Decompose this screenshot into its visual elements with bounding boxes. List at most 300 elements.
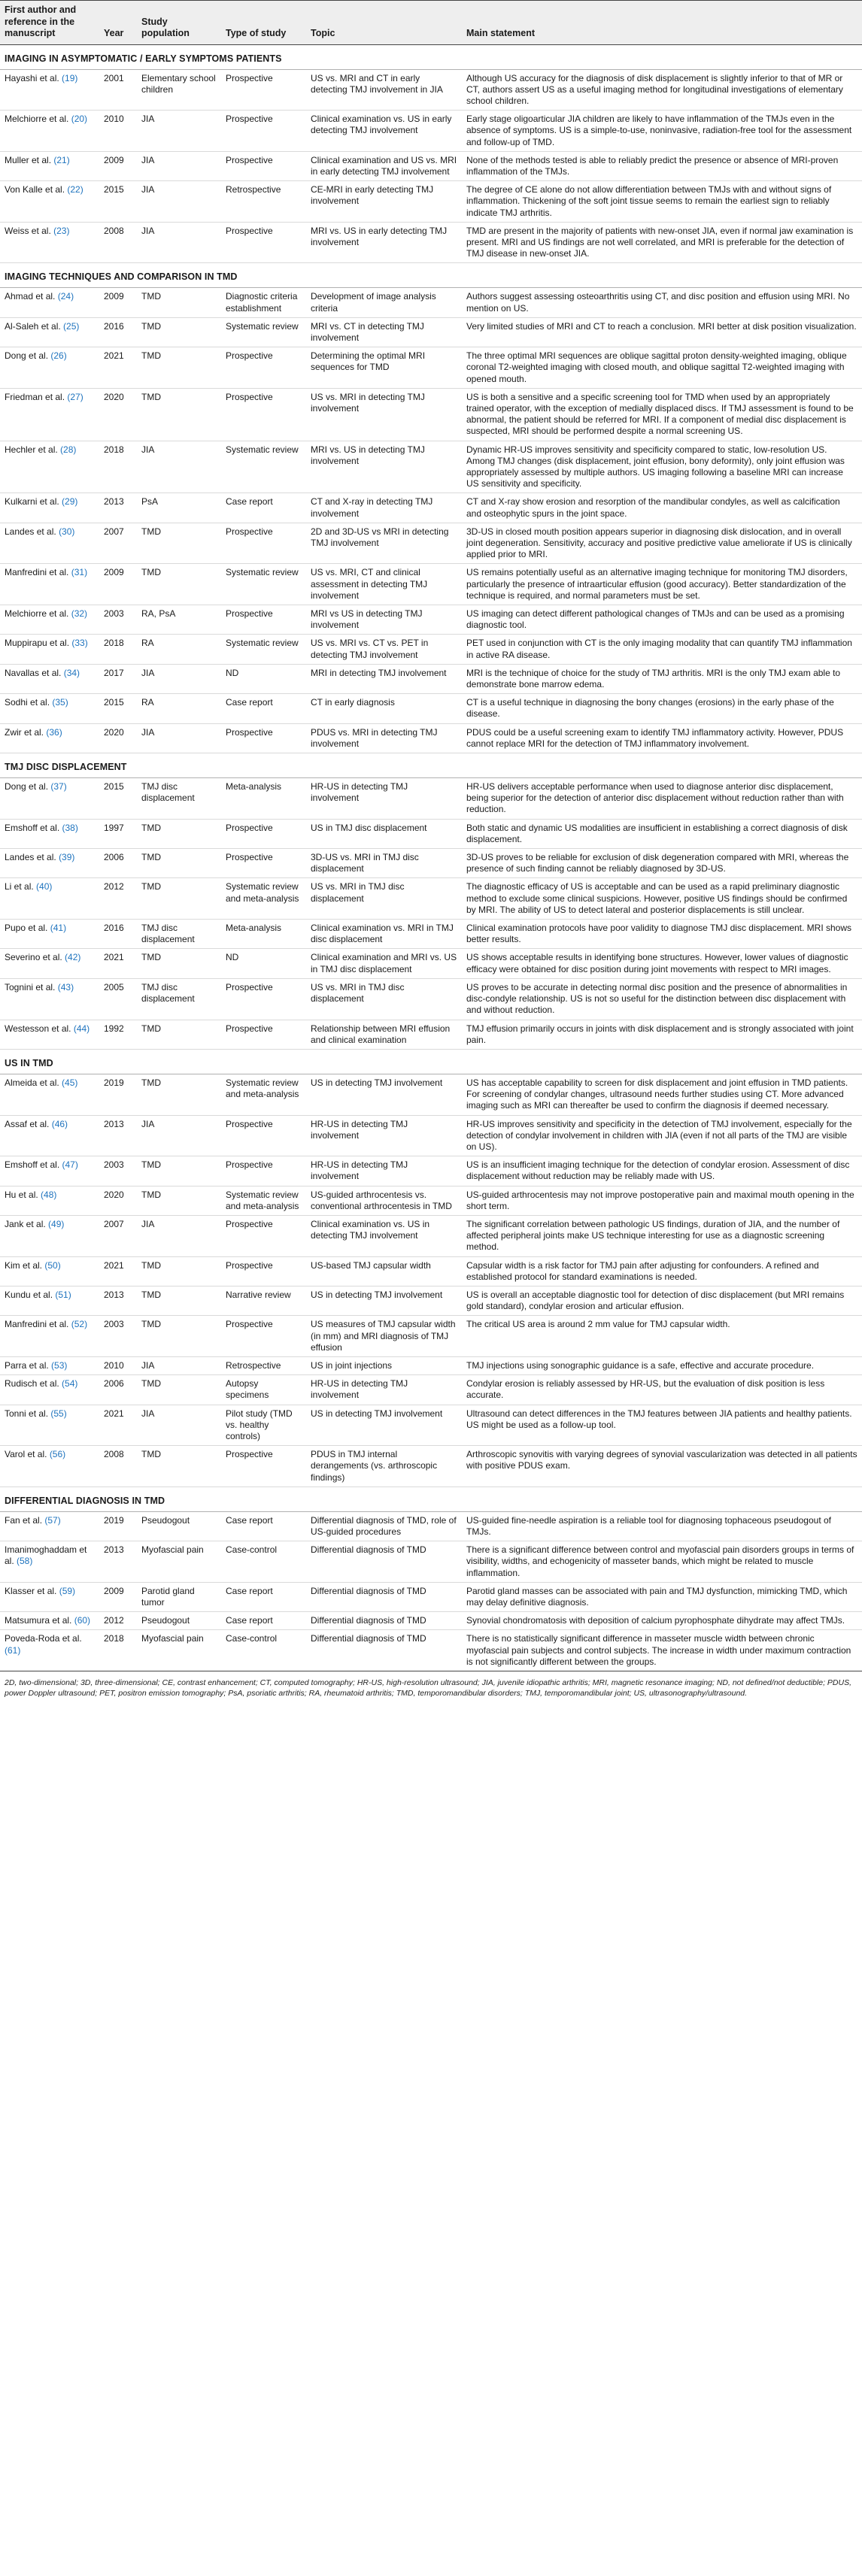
section-header-row bbox=[0, 44, 862, 69]
topic-cell: US in detecting TMJ involvement bbox=[306, 1405, 462, 1446]
type-cell: Prospective bbox=[221, 523, 306, 564]
reference-link[interactable]: (57) bbox=[44, 1514, 61, 1526]
statement-cell: Synovial chondromatosis with deposition of calcium pyrophosphate dihydrate may affect TMJs. bbox=[462, 1612, 862, 1630]
year-cell: 2010 bbox=[99, 111, 137, 152]
year-cell: 2008 bbox=[99, 222, 137, 263]
statement-cell: There is no statistically significant difference in masseter muscle width between chronic myofascial pain subjects and control subjects. The increase in width under maximum contraction is not significantly different between the groups. bbox=[462, 1630, 862, 1671]
statement-cell: HR-US improves sensitivity and specificity in the detection of TMJ involvement, especially for the detection of condylar involvement in children with JIA (even if not all parts of the TMJ are visible on US). bbox=[462, 1115, 862, 1156]
table-body bbox=[0, 44, 862, 1671]
table-row bbox=[0, 1074, 862, 1115]
statement-cell: Condylar erosion is reliably assessed by HR-US, but the evaluation of disk position is less accurate. bbox=[462, 1375, 862, 1405]
reference-link[interactable]: (52) bbox=[71, 1319, 88, 1330]
year-cell: 2003 bbox=[99, 605, 137, 635]
year-cell: 2003 bbox=[99, 1156, 137, 1186]
type-cell: Meta-analysis bbox=[221, 920, 306, 949]
author-cell bbox=[0, 1541, 99, 1583]
table-row bbox=[0, 1020, 862, 1049]
table-row bbox=[0, 664, 862, 693]
type-cell: Prospective bbox=[221, 1115, 306, 1156]
type-cell: Case report bbox=[221, 1612, 306, 1630]
statement-cell: US-guided fine-needle aspiration is a reliable tool for diagnosing tophaceous pseudogout of TMJs. bbox=[462, 1511, 862, 1541]
population-cell: TMD bbox=[137, 523, 221, 564]
author-cell bbox=[0, 978, 99, 1020]
author-name: Fan et al. bbox=[5, 1514, 45, 1526]
year-cell: 2016 bbox=[99, 317, 137, 347]
author-name: Matsumura et al. bbox=[5, 1615, 74, 1626]
topic-cell: US in TMJ disc displacement bbox=[306, 819, 462, 848]
population-cell: JIA bbox=[137, 111, 221, 152]
table-row bbox=[0, 151, 862, 180]
population-cell: JIA bbox=[137, 1356, 221, 1374]
author-cell bbox=[0, 635, 99, 664]
reference-link[interactable]: (50) bbox=[44, 1259, 61, 1271]
topic-cell: CE-MRI in early detecting TMJ involvement bbox=[306, 181, 462, 223]
table-row bbox=[0, 388, 862, 441]
author-cell bbox=[0, 605, 99, 635]
statement-cell: US-guided arthrocentesis may not improve postoperative pain and maximal mouth opening in the short term. bbox=[462, 1186, 862, 1215]
table-row bbox=[0, 111, 862, 152]
author-name: Kulkarni et al. bbox=[5, 496, 62, 508]
topic-cell: US-based TMJ capsular width bbox=[306, 1256, 462, 1286]
statement-cell: US has acceptable capability to screen for disk displacement and joint effusion in TMD patients. For screening of condylar changes, ultrasound needs further studies using CT. More advanced imaging such as MRI can thereafter be used to confirm the diagnosis if deemed necessary. bbox=[462, 1074, 862, 1115]
type-cell: Prospective bbox=[221, 347, 306, 389]
statement-cell: The diagnostic efficacy of US is acceptable and can be used as a rapid preliminary diagnostic method to exclude some clinical suspicions. However, positive US findings should be confirmed by MRI. The ability of US to detect lateral and posterior displacements is still unclear. bbox=[462, 878, 862, 920]
statement-cell: Parotid gland masses can be associated with pain and TMJ dysfunction, mimicking TMD, which may delay definitive diagnosis. bbox=[462, 1582, 862, 1611]
year-cell: 2021 bbox=[99, 347, 137, 389]
author-name: Rudisch et al. bbox=[5, 1378, 62, 1390]
reference-link[interactable]: (21) bbox=[53, 154, 70, 165]
author-name: Zwir et al. bbox=[5, 726, 47, 738]
reference-link[interactable]: (38) bbox=[62, 822, 78, 833]
statement-cell: Arthroscopic synovitis with varying degrees of synovial vascularization was detected in all patients with positive PDUS exam. bbox=[462, 1446, 862, 1487]
statement-cell: PDUS could be a useful screening exam to identify TMJ inflammatory activity. However, PDUS cannot replace MRI for the detection of TMJ inflammatory involvement. bbox=[462, 723, 862, 753]
statement-cell: US is both a sensitive and a specific screening tool for TMD when used by an appropriately trained operator, with the exception of medially displaced discs. If TMJ assessment is found to be abnormal, the patient should be referred for MRI. If a component of medial disc displacement is suspected, MRI should be performed despite a normal screening US. bbox=[462, 388, 862, 441]
reference-link[interactable]: (54) bbox=[62, 1378, 78, 1390]
statement-cell: Very limited studies of MRI and CT to reach a conclusion. MRI better at disk position visualization. bbox=[462, 317, 862, 347]
year-cell: 2012 bbox=[99, 878, 137, 920]
table-row bbox=[0, 222, 862, 263]
table-row bbox=[0, 1286, 862, 1315]
author-cell bbox=[0, 819, 99, 848]
author-cell bbox=[0, 181, 99, 223]
topic-cell: MRI vs. US in detecting TMJ involvement bbox=[306, 441, 462, 493]
reference-link[interactable]: (33) bbox=[71, 638, 88, 649]
population-cell: TMD bbox=[137, 949, 221, 978]
year-cell: 2015 bbox=[99, 778, 137, 820]
author-name: Manfredini et al. bbox=[5, 1319, 71, 1330]
year-cell: 2009 bbox=[99, 151, 137, 180]
author-name: Hechler et al. bbox=[5, 444, 61, 455]
statement-cell: Clinical examination protocols have poor validity to diagnose TMJ disc displacement. MRI shows better results. bbox=[462, 920, 862, 949]
type-cell: Systematic review and meta-analysis bbox=[221, 1186, 306, 1215]
topic-cell: Clinical examination and MRI vs. US in TMJ disc displacement bbox=[306, 949, 462, 978]
statement-cell: US remains potentially useful as an alternative imaging technique for monitoring TMJ disorders, particularly the presence of intraarticular effusion (good accuracy). Better standardization of the technique is required, and normal parameters must be set. bbox=[462, 564, 862, 605]
type-cell: Prospective bbox=[221, 1256, 306, 1286]
statement-cell: Early stage oligoarticular JIA children are likely to have inflammation of the TMJs even in the absence of symptoms. US is a simple-to-use, noninvasive, radiation-free tool for the assessment and follow-up of TMD. bbox=[462, 111, 862, 152]
reference-link[interactable]: (55) bbox=[50, 1408, 67, 1419]
population-cell: Parotid gland tumor bbox=[137, 1582, 221, 1611]
header-author: First author and reference in the manuscript bbox=[0, 1, 99, 45]
population-cell: JIA bbox=[137, 664, 221, 693]
author-cell bbox=[0, 388, 99, 441]
statement-cell: None of the methods tested is able to reliably predict the presence or absence of MRI-proven inflammation of the TMJs. bbox=[462, 151, 862, 180]
statement-cell: Capsular width is a risk factor for TMJ pain after adjusting for confounders. A refined and established protocol for standard examinations is needed. bbox=[462, 1256, 862, 1286]
table-row bbox=[0, 1405, 862, 1446]
statement-cell: Ultrasound can detect differences in the TMJ features between JIA patients and healthy patients. US might be used as a follow-up tool. bbox=[462, 1405, 862, 1446]
population-cell: RA, PsA bbox=[137, 605, 221, 635]
table-row bbox=[0, 288, 862, 317]
type-cell: Prospective bbox=[221, 111, 306, 152]
type-cell: Prospective bbox=[221, 222, 306, 263]
author-name: Tonni et al. bbox=[5, 1408, 51, 1419]
year-cell: 2018 bbox=[99, 635, 137, 664]
year-cell: 2020 bbox=[99, 388, 137, 441]
reference-link[interactable]: (51) bbox=[55, 1289, 71, 1300]
population-cell: Elementary school children bbox=[137, 69, 221, 111]
table-row bbox=[0, 493, 862, 523]
year-cell: 2021 bbox=[99, 949, 137, 978]
type-cell: Retrospective bbox=[221, 181, 306, 223]
author-cell bbox=[0, 778, 99, 820]
reference-link[interactable]: (61) bbox=[5, 1644, 21, 1656]
author-name: Severino et al. bbox=[5, 952, 65, 963]
section-title: IMAGING IN ASYMPTOMATIC / EARLY SYMPTOMS PATIENTS bbox=[0, 44, 862, 69]
topic-cell: MRI vs US in detecting TMJ involvement bbox=[306, 605, 462, 635]
author-name: Klasser et al. bbox=[5, 1585, 59, 1596]
topic-cell: HR-US in detecting TMJ involvement bbox=[306, 1115, 462, 1156]
type-cell: Autopsy specimens bbox=[221, 1375, 306, 1405]
population-cell: TMD bbox=[137, 878, 221, 920]
table-row bbox=[0, 1446, 862, 1487]
author-name: Tognini et al. bbox=[5, 981, 58, 993]
author-cell bbox=[0, 920, 99, 949]
table-row bbox=[0, 1115, 862, 1156]
statement-cell: US is an insufficient imaging technique for the detection of condylar erosion. Assessment of disc displacement without reduction may be reliably made with US. bbox=[462, 1156, 862, 1186]
reference-link[interactable]: (45) bbox=[62, 1077, 78, 1088]
table-row bbox=[0, 778, 862, 820]
type-cell: Systematic review bbox=[221, 441, 306, 493]
year-cell: 2019 bbox=[99, 1074, 137, 1115]
table-row bbox=[0, 978, 862, 1020]
topic-cell: Clinical examination vs. US in early detecting TMJ involvement bbox=[306, 111, 462, 152]
table-row bbox=[0, 819, 862, 848]
topic-cell: HR-US in detecting TMJ involvement bbox=[306, 1156, 462, 1186]
type-cell: Case report bbox=[221, 1511, 306, 1541]
author-cell bbox=[0, 564, 99, 605]
year-cell: 2020 bbox=[99, 1186, 137, 1215]
population-cell: Myofascial pain bbox=[137, 1630, 221, 1671]
table-row bbox=[0, 1316, 862, 1357]
header-population: Study population bbox=[137, 1, 221, 45]
type-cell: Case-control bbox=[221, 1630, 306, 1671]
author-cell bbox=[0, 1446, 99, 1487]
statement-cell: 3D-US in closed mouth position appears superior in diagnosing disk dislocation, and in overall joint degeneration. Sensitivity, accuracy and positive predictive value ameliorate if US is clinically applied prior to MRI. bbox=[462, 523, 862, 564]
reference-link[interactable]: (31) bbox=[71, 567, 88, 578]
year-cell: 2006 bbox=[99, 1375, 137, 1405]
type-cell: Prospective bbox=[221, 1215, 306, 1256]
author-cell bbox=[0, 664, 99, 693]
author-name: Sodhi et al. bbox=[5, 697, 53, 708]
section-header-row bbox=[0, 1049, 862, 1074]
author-cell bbox=[0, 1115, 99, 1156]
table-row bbox=[0, 635, 862, 664]
reference-link[interactable]: (48) bbox=[41, 1189, 57, 1200]
author-name: Friedman et al. bbox=[5, 391, 68, 402]
year-cell: 2007 bbox=[99, 1215, 137, 1256]
type-cell: Prospective bbox=[221, 1020, 306, 1049]
table-row bbox=[0, 1215, 862, 1256]
author-cell bbox=[0, 347, 99, 389]
year-cell: 2009 bbox=[99, 1582, 137, 1611]
reference-link[interactable]: (37) bbox=[50, 781, 67, 792]
author-name: Melchiorre et al. bbox=[5, 608, 71, 620]
reference-link[interactable]: (23) bbox=[53, 225, 70, 236]
reference-link[interactable]: (60) bbox=[74, 1615, 91, 1626]
author-cell bbox=[0, 878, 99, 920]
reference-link[interactable]: (35) bbox=[52, 697, 68, 708]
author-name: Manfredini et al. bbox=[5, 567, 71, 578]
statement-cell: TMJ injections using sonographic guidance is a safe, effective and accurate procedure. bbox=[462, 1356, 862, 1374]
year-cell: 2010 bbox=[99, 1356, 137, 1374]
reference-link[interactable]: (58) bbox=[17, 1556, 33, 1567]
topic-cell: 3D-US vs. MRI in TMJ disc displacement bbox=[306, 849, 462, 878]
author-cell bbox=[0, 849, 99, 878]
population-cell: Pseudogout bbox=[137, 1612, 221, 1630]
author-cell bbox=[0, 151, 99, 180]
author-cell bbox=[0, 1156, 99, 1186]
table-row bbox=[0, 723, 862, 753]
table-row bbox=[0, 1541, 862, 1583]
table-row bbox=[0, 694, 862, 723]
topic-cell: 2D and 3D-US vs MRI in detecting TMJ involvement bbox=[306, 523, 462, 564]
reference-link[interactable]: (24) bbox=[57, 291, 74, 302]
population-cell: JIA bbox=[137, 1215, 221, 1256]
population-cell: RA bbox=[137, 694, 221, 723]
table-row bbox=[0, 564, 862, 605]
topic-cell: US vs. MRI and CT in early detecting TMJ involvement in JIA bbox=[306, 69, 462, 111]
section-title: DIFFERENTIAL DIAGNOSIS IN TMD bbox=[0, 1487, 862, 1511]
reference-link[interactable]: (41) bbox=[50, 923, 67, 934]
statement-cell: Authors suggest assessing osteoarthritis using CT, and disc position and effusion using MRI. No mention on US. bbox=[462, 288, 862, 317]
author-name: Al-Saleh et al. bbox=[5, 320, 64, 332]
reference-link[interactable]: (46) bbox=[51, 1118, 68, 1129]
section-title: TMJ DISC DISPLACEMENT bbox=[0, 753, 862, 778]
statement-cell: CT and X-ray show erosion and resorption of the mandibular condyles, as well as calcification and osteophytic spurs in the joint space. bbox=[462, 493, 862, 523]
reference-link[interactable]: (26) bbox=[50, 350, 67, 362]
author-name: Ahmad et al. bbox=[5, 291, 58, 302]
table-row bbox=[0, 1375, 862, 1405]
topic-cell: US vs. MRI in TMJ disc displacement bbox=[306, 978, 462, 1020]
population-cell: PsA bbox=[137, 493, 221, 523]
author-name: Melchiorre et al. bbox=[5, 114, 71, 125]
statement-cell: HR-US delivers acceptable performance when used to diagnose anterior disc displacement, being superior for the detection of anterior disc displacement without reduction rather than with reduction. bbox=[462, 778, 862, 820]
reference-link[interactable]: (29) bbox=[62, 496, 78, 508]
statement-cell: Both static and dynamic US modalities are insufficient in establishing a correct diagnosis of disk displacement. bbox=[462, 819, 862, 848]
type-cell: Retrospective bbox=[221, 1356, 306, 1374]
table-row bbox=[0, 1582, 862, 1611]
type-cell: ND bbox=[221, 949, 306, 978]
type-cell: Pilot study (TMD vs. healthy controls) bbox=[221, 1405, 306, 1446]
year-cell: 2003 bbox=[99, 1316, 137, 1357]
year-cell: 2001 bbox=[99, 69, 137, 111]
population-cell: TMD bbox=[137, 1156, 221, 1186]
statement-cell: US imaging can detect different pathological changes of TMJs and can be used as a promising diagnostic tool. bbox=[462, 605, 862, 635]
author-name: Varol et al. bbox=[5, 1449, 50, 1460]
table-row bbox=[0, 69, 862, 111]
year-cell: 2020 bbox=[99, 723, 137, 753]
reference-link[interactable]: (53) bbox=[51, 1359, 68, 1371]
author-name: Westesson et al. bbox=[5, 1023, 74, 1034]
topic-cell: Differential diagnosis of TMD bbox=[306, 1612, 462, 1630]
year-cell: 2012 bbox=[99, 1612, 137, 1630]
statement-cell: There is a significant difference between control and myofascial pain disorders groups in terms of visibility, widths, and echogenicity of masseter bands, which might be related to muscle inflammation. bbox=[462, 1541, 862, 1583]
author-name: Navallas et al. bbox=[5, 667, 64, 678]
reference-link[interactable]: (49) bbox=[48, 1218, 65, 1229]
topic-cell: Clinical examination vs. US in detecting TMJ involvement bbox=[306, 1215, 462, 1256]
year-cell: 2013 bbox=[99, 1286, 137, 1315]
author-cell bbox=[0, 1215, 99, 1256]
population-cell: TMJ disc displacement bbox=[137, 778, 221, 820]
reference-link[interactable]: (59) bbox=[59, 1585, 76, 1596]
author-name: Poveda-Roda et al. bbox=[5, 1633, 82, 1644]
reference-link[interactable]: (34) bbox=[63, 667, 80, 678]
reference-link[interactable]: (39) bbox=[59, 852, 75, 863]
population-cell: JIA bbox=[137, 151, 221, 180]
type-cell: Systematic review and meta-analysis bbox=[221, 1074, 306, 1115]
topic-cell: CT and X-ray in detecting TMJ involvement bbox=[306, 493, 462, 523]
reference-link[interactable]: (43) bbox=[57, 981, 74, 993]
type-cell: Prospective bbox=[221, 151, 306, 180]
table-row bbox=[0, 849, 862, 878]
year-cell: 2015 bbox=[99, 694, 137, 723]
type-cell: Prospective bbox=[221, 388, 306, 441]
table-row bbox=[0, 1511, 862, 1541]
table-row bbox=[0, 441, 862, 493]
table-row bbox=[0, 1186, 862, 1215]
author-cell bbox=[0, 493, 99, 523]
header-type: Type of study bbox=[221, 1, 306, 45]
reference-link[interactable]: (47) bbox=[62, 1159, 78, 1171]
statement-cell: Although US accuracy for the diagnosis of disk displacement is slightly inferior to that of MR or CT, authors assert US as a useful imaging method for longitudinal investigations of elementary school children. bbox=[462, 69, 862, 111]
type-cell: Systematic review bbox=[221, 564, 306, 605]
table-row bbox=[0, 347, 862, 389]
population-cell: TMJ disc displacement bbox=[137, 920, 221, 949]
population-cell: JIA bbox=[137, 723, 221, 753]
reference-link[interactable]: (36) bbox=[46, 726, 62, 738]
type-cell: Case-control bbox=[221, 1541, 306, 1583]
author-cell bbox=[0, 1186, 99, 1215]
topic-cell: MRI in detecting TMJ involvement bbox=[306, 664, 462, 693]
year-cell: 2013 bbox=[99, 1541, 137, 1583]
population-cell: Pseudogout bbox=[137, 1511, 221, 1541]
author-cell bbox=[0, 1612, 99, 1630]
year-cell: 2007 bbox=[99, 523, 137, 564]
population-cell: TMJ disc displacement bbox=[137, 978, 221, 1020]
year-cell: 2009 bbox=[99, 564, 137, 605]
reference-link[interactable]: (32) bbox=[71, 608, 88, 620]
reference-link[interactable]: (19) bbox=[62, 72, 78, 83]
table-header bbox=[0, 1, 862, 45]
year-cell: 2017 bbox=[99, 664, 137, 693]
table-row bbox=[0, 920, 862, 949]
year-cell: 2016 bbox=[99, 920, 137, 949]
year-cell: 2015 bbox=[99, 181, 137, 223]
reference-link[interactable]: (28) bbox=[60, 444, 77, 455]
table-row bbox=[0, 523, 862, 564]
author-name: Muppirapu et al. bbox=[5, 638, 72, 649]
topic-cell: PDUS in TMJ internal derangements (vs. arthroscopic findings) bbox=[306, 1446, 462, 1487]
reference-link[interactable]: (44) bbox=[73, 1023, 90, 1034]
reference-link[interactable]: (25) bbox=[63, 320, 80, 332]
topic-cell: US vs. MRI in detecting TMJ involvement bbox=[306, 388, 462, 441]
type-cell: Prospective bbox=[221, 69, 306, 111]
type-cell: Systematic review bbox=[221, 635, 306, 664]
type-cell: Prospective bbox=[221, 1446, 306, 1487]
topic-cell: Development of image analysis criteria bbox=[306, 288, 462, 317]
table-row bbox=[0, 1612, 862, 1630]
reference-link[interactable]: (27) bbox=[67, 391, 83, 402]
population-cell: TMD bbox=[137, 388, 221, 441]
author-cell bbox=[0, 1630, 99, 1671]
author-name: Dong et al. bbox=[5, 350, 51, 362]
population-cell: TMD bbox=[137, 849, 221, 878]
author-name: Kim et al. bbox=[5, 1259, 45, 1271]
reference-link[interactable]: (30) bbox=[59, 526, 75, 537]
reference-link[interactable]: (22) bbox=[67, 184, 83, 195]
table-footnote: 2D, two-dimensional; 3D, three-dimensional; CE, contrast enhancement; CT, computed tomography; HR-US, high-resolution ultrasound; JIA, juvenile idiopathic arthritis; MRI, magnetic resonance imaging; ND, not defined/not deductible; PDUS, power Doppler ultrasound; PET, positron emission tomography; PsA, psoriatic arthritis; RA, rheumatoid arthritis; TMD, temporomandibular disorders; TMJ, temporomandibular joint; US, ultrasonography/ultrasound. bbox=[5, 1678, 852, 1699]
year-cell: 2013 bbox=[99, 493, 137, 523]
year-cell: 2021 bbox=[99, 1405, 137, 1446]
population-cell: TMD bbox=[137, 1375, 221, 1405]
author-cell bbox=[0, 1074, 99, 1115]
type-cell: ND bbox=[221, 664, 306, 693]
author-cell bbox=[0, 441, 99, 493]
author-name: Hu et al. bbox=[5, 1189, 41, 1200]
population-cell: TMD bbox=[137, 1256, 221, 1286]
type-cell: Prospective bbox=[221, 1156, 306, 1186]
year-cell: 2021 bbox=[99, 1256, 137, 1286]
type-cell: Prospective bbox=[221, 605, 306, 635]
type-cell: Diagnostic criteria establishment bbox=[221, 288, 306, 317]
type-cell: Case report bbox=[221, 1582, 306, 1611]
author-cell bbox=[0, 1316, 99, 1357]
type-cell: Prospective bbox=[221, 978, 306, 1020]
author-cell bbox=[0, 288, 99, 317]
topic-cell: Clinical examination and US vs. MRI in early detecting TMJ involvement bbox=[306, 151, 462, 180]
population-cell: TMD bbox=[137, 1286, 221, 1315]
reference-link[interactable]: (20) bbox=[71, 114, 88, 125]
population-cell: JIA bbox=[137, 181, 221, 223]
author-name: Muller et al. bbox=[5, 154, 54, 165]
topic-cell: US-guided arthrocentesis vs. conventional arthrocentesis in TMD bbox=[306, 1186, 462, 1215]
author-cell bbox=[0, 222, 99, 263]
author-cell bbox=[0, 1286, 99, 1315]
year-cell: 2013 bbox=[99, 1115, 137, 1156]
reference-link[interactable]: (40) bbox=[36, 881, 53, 893]
topic-cell: US vs. MRI in TMJ disc displacement bbox=[306, 878, 462, 920]
author-name: Von Kalle et al. bbox=[5, 184, 68, 195]
population-cell: TMD bbox=[137, 1316, 221, 1357]
reference-link[interactable]: (42) bbox=[65, 952, 81, 963]
author-cell bbox=[0, 523, 99, 564]
section-title: US IN TMD bbox=[0, 1049, 862, 1074]
year-cell: 2018 bbox=[99, 441, 137, 493]
author-name: Pupo et al. bbox=[5, 923, 50, 934]
reference-link[interactable]: (56) bbox=[49, 1449, 66, 1460]
year-cell: 2005 bbox=[99, 978, 137, 1020]
type-cell: Narrative review bbox=[221, 1286, 306, 1315]
statement-cell: MRI is the technique of choice for the study of TMJ arthritis. MRI is the only TMJ exam able to demonstrate bone marrow edema. bbox=[462, 664, 862, 693]
